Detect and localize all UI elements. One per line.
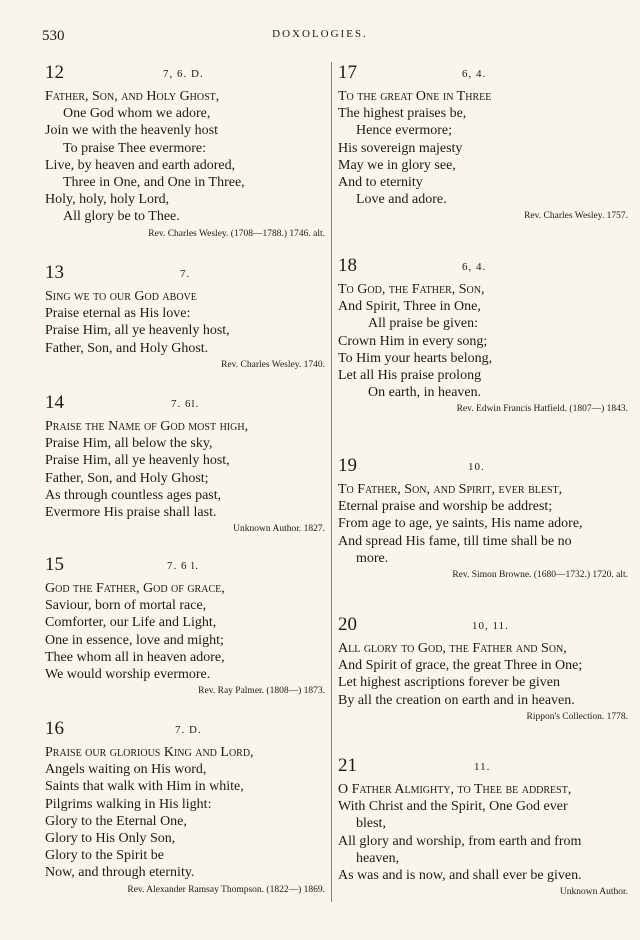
verse-line: One God whom we adore, — [63, 106, 211, 122]
hymn-header — [338, 755, 628, 779]
hymn-12 — [45, 62, 325, 239]
hymn-header — [45, 554, 325, 578]
verse-line: Pilgrims walking in His light: — [45, 796, 212, 812]
verse-line: His sovereign majesty — [338, 140, 463, 156]
hymn-header — [338, 62, 628, 86]
verse-line: To Father, Son, and Spirit, ever blest, — [338, 482, 563, 497]
verse-line: Praise the Name of God most high, — [45, 419, 249, 434]
verse-line: more. — [356, 550, 389, 566]
verse-line: And spread His fame, till time shall be no — [338, 533, 572, 549]
verse-line: Comforter, our Life and Light, — [45, 615, 217, 631]
hymn-verse — [338, 640, 628, 709]
verse-line: Let all His praise prolong — [338, 368, 482, 384]
verse-line: Now, and through eternity. — [45, 865, 195, 881]
page-number: 530 — [42, 28, 65, 44]
hymn-verse — [45, 288, 325, 357]
verse-line: On earth, in heaven. — [368, 385, 482, 401]
verse-line: Praise eternal as His love: — [45, 306, 191, 322]
hymn-attribution: Rev. Charles Wesley. 1740. — [221, 359, 325, 370]
verse-line: Glory to His Only Son, — [45, 831, 176, 847]
verse-line: Live, by heaven and earth adored, — [45, 157, 236, 173]
hymn-meter: 7. — [180, 268, 191, 280]
hymn-attribution: Rev. Edwin Francis Hatfield. (1807—) 1843. — [456, 404, 628, 415]
hymn-verse — [45, 580, 325, 683]
hymn-attribution: Rippon's Collection. 1778. — [526, 711, 628, 722]
verse-line: To praise Thee evermore: — [63, 140, 206, 156]
hymn-attribution: Unknown Author. 1827. — [233, 524, 325, 535]
verse-line: From age to age, ye saints, His name adore, — [338, 516, 583, 532]
verse-line: To God, the Father, Son, — [338, 282, 485, 297]
hymn-verse — [45, 744, 325, 882]
column-divider — [331, 62, 332, 902]
verse-line: Evermore His praise shall last. — [45, 505, 217, 521]
verse-line: Praise Him, all ye heavenly host, — [45, 323, 230, 339]
verse-line: The highest praises be, — [338, 106, 467, 122]
hymn-number: 17 — [338, 62, 357, 83]
hymn-16 — [45, 718, 325, 895]
hymn-number: 12 — [45, 62, 64, 83]
verse-line: To the great One in Three — [338, 89, 492, 104]
verse-line: Praise Him, all ye heavenly host, — [45, 453, 230, 469]
page-header: DOXOLOGIES. — [272, 28, 368, 40]
verse-line: As was and is now, and shall ever be given. — [338, 868, 582, 884]
verse-line: Angels waiting on His word, — [45, 762, 207, 778]
verse-line: As through countless ages past, — [45, 487, 222, 503]
hymn-meter: 10. — [468, 461, 485, 473]
verse-line: Father, Son, and Holy Ghost; — [45, 470, 209, 486]
hymn-number: 15 — [45, 554, 64, 575]
hymn-14 — [45, 392, 325, 534]
hymn-verse — [338, 281, 628, 401]
hymn-header — [45, 392, 325, 416]
verse-line: Praise Him, all below the sky, — [45, 436, 213, 452]
hymn-meter: 7, 6. D. — [163, 68, 204, 80]
hymn-header — [45, 262, 325, 286]
verse-line: One in essence, love and might; — [45, 632, 224, 648]
hymn-number: 19 — [338, 455, 357, 476]
hymn-19 — [338, 455, 628, 580]
verse-line: heaven, — [356, 850, 400, 866]
verse-line: Father, Son, and Holy Ghost. — [45, 340, 209, 356]
verse-line: We would worship evermore. — [45, 667, 211, 683]
verse-line: O Father Almighty, to Thee be addrest, — [338, 782, 572, 797]
hymn-15 — [45, 554, 325, 696]
verse-line: All glory be to Thee. — [63, 209, 180, 225]
hymn-20 — [338, 614, 628, 722]
hymn-attribution: Rev. Alexander Ramsay Thompson. (1822—) 1869. — [127, 884, 325, 895]
verse-line: Hence evermore; — [356, 123, 452, 139]
verse-line: Saints that walk with Him in white, — [45, 779, 244, 795]
hymn-header — [338, 255, 628, 279]
verse-line: Join we with the heavenly host — [45, 123, 219, 139]
hymn-header — [45, 718, 325, 742]
hymn-attribution: Unknown Author. — [559, 887, 628, 898]
hymn-verse — [45, 418, 325, 521]
verse-line: Praise our glorious King and Lord, — [45, 745, 254, 760]
hymn-verse — [338, 481, 628, 567]
verse-line: Sing we to our God above — [45, 289, 197, 304]
verse-line: May we in glory see, — [338, 157, 456, 173]
hymn-verse — [338, 781, 628, 884]
hymn-attribution: Rev. Charles Wesley. 1757. — [524, 211, 628, 222]
verse-line: All glory and worship, from earth and from — [338, 833, 582, 849]
hymn-attribution: Rev. Charles Wesley. (1708—1788.) 1746. alt. — [148, 228, 325, 239]
hymn-number: 13 — [45, 262, 64, 283]
verse-line: Three in One, and One in Three, — [63, 175, 245, 191]
verse-line: And Spirit, Three in One, — [338, 299, 481, 315]
hymn-meter: 7. D. — [175, 724, 202, 736]
verse-line: Saviour, born of mortal race, — [45, 598, 207, 614]
hymn-17 — [338, 62, 628, 221]
verse-line: Crown Him in every song; — [338, 333, 488, 349]
verse-line: Love and adore. — [356, 192, 447, 208]
hymn-header — [45, 62, 325, 86]
hymn-meter: 10, 11. — [472, 620, 509, 632]
hymn-13 — [45, 262, 325, 370]
hymn-verse — [338, 88, 628, 208]
hymn-attribution: Rev. Ray Palmer. (1808—) 1873. — [198, 686, 325, 697]
verse-line: God the Father, God of grace, — [45, 581, 225, 596]
hymn-number: 20 — [338, 614, 357, 635]
hymn-number: 21 — [338, 755, 357, 776]
verse-line: Let highest ascriptions forever be given — [338, 675, 560, 691]
hymn-number: 16 — [45, 718, 64, 739]
hymn-meter: 6, 4. — [462, 261, 487, 273]
hymn-number: 18 — [338, 255, 357, 276]
verse-line: All praise be given: — [368, 316, 479, 332]
hymn-verse — [45, 88, 325, 226]
verse-line: By all the creation on earth and in heaven. — [338, 692, 575, 708]
hymn-18 — [338, 255, 628, 414]
verse-line: Holy, holy, holy Lord, — [45, 192, 170, 208]
hymn-header — [338, 614, 628, 638]
hymn-meter: 11. — [474, 761, 491, 773]
verse-line: Thee whom all in heaven adore, — [45, 649, 225, 665]
hymn-meter: 7. 6l. — [171, 398, 200, 410]
verse-line: Father, Son, and Holy Ghost, — [45, 89, 220, 104]
hymn-meter: 7. 6 l. — [167, 560, 200, 572]
hymn-21 — [338, 755, 628, 897]
verse-line: Glory to the Eternal One, — [45, 813, 187, 829]
verse-line: All glory to God, the Father and Son, — [338, 641, 567, 656]
hymn-meter: 6, 4. — [462, 68, 487, 80]
verse-line: With Christ and the Spirit, One God ever — [338, 799, 568, 815]
verse-line: And Spirit of grace, the great Three in One; — [338, 658, 583, 674]
verse-line: And to eternity — [338, 175, 423, 191]
verse-line: Glory to the Spirit be — [45, 848, 164, 864]
verse-line: Eternal praise and worship be addrest; — [338, 499, 553, 515]
hymn-header — [338, 455, 628, 479]
hymn-attribution: Rev. Simon Browne. (1680—1732.) 1720. alt. — [452, 570, 628, 581]
verse-line: blest, — [356, 816, 386, 832]
hymn-number: 14 — [45, 392, 64, 413]
verse-line: To Him your hearts belong, — [338, 350, 493, 366]
